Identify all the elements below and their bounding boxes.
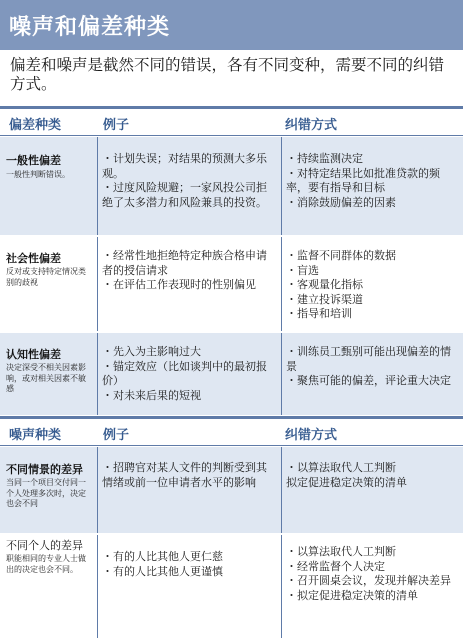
bias-col-fix: 纠错方式 xyxy=(285,118,338,133)
row-desc: 反对或支持特定情况类别的歧视 xyxy=(6,267,86,287)
noise-col-type: 噪声种类 xyxy=(9,428,62,443)
list-item: ・训练员工甄别可能出现偏差的情景 xyxy=(286,345,451,373)
list-item: 拟定促进稳定决策的清单 xyxy=(286,475,407,489)
row-desc: 决定深受不相关因素影响，或对相关因素不敏感 xyxy=(6,363,86,393)
row-desc: 当同一个项目交付同一个人处理多次时，决定也会不同 xyxy=(6,478,86,508)
noise-col-example: 例子 xyxy=(103,428,130,443)
row-desc: 一般性判断错误。 xyxy=(6,170,70,179)
subtitle: 偏差和噪声是截然不同的错误，各有不同变种，需要不同的纠错方式。 xyxy=(10,56,445,93)
example-cell xyxy=(97,447,279,533)
fix-cell xyxy=(281,237,463,331)
type-cell xyxy=(0,237,95,331)
row-title: 不同个人的差异 xyxy=(6,539,83,552)
fix-cell xyxy=(281,535,463,638)
row-desc: 职能相同的专业人士做出的决定也会不同。 xyxy=(6,554,86,574)
list-item: ・先入为主影响过大 xyxy=(102,345,201,358)
row-title: 认知性偏差 xyxy=(6,348,61,361)
example-cell xyxy=(97,535,279,638)
bias-col-type: 偏差种类 xyxy=(9,118,62,133)
list-item: ・以算法取代人工判断 xyxy=(286,461,396,474)
list-item: ・对特定结果比如批准贷款的频率，要有指导和目标 xyxy=(286,166,440,194)
list-item: ・盲选 xyxy=(286,263,319,277)
table-row xyxy=(0,333,463,415)
type-cell xyxy=(0,137,95,235)
list-item: ・在评估工作表现时的性别偏见 xyxy=(102,278,256,291)
list-item: ・对未来后果的短视 xyxy=(102,388,201,402)
type-cell xyxy=(0,333,95,415)
bias-table-header xyxy=(0,109,463,135)
noise-table-header xyxy=(0,419,463,445)
row-title: 社会性偏差 xyxy=(6,252,61,265)
list-item: ・客观量化指标 xyxy=(286,278,363,291)
list-item: ・消除鼓励偏差的因素 xyxy=(286,195,396,209)
row-title: 一般性偏差 xyxy=(6,154,61,167)
list-item: ・经常监督个人决定 xyxy=(286,559,385,573)
list-item: ・召开圆桌会议，发现并解决差异 xyxy=(286,574,451,587)
list-item: ・建立投诉渠道 xyxy=(286,292,363,306)
list-item: ・有的人比其他人更谨慎 xyxy=(102,564,223,578)
list-item: ・监督不同群体的数据 xyxy=(286,249,396,262)
list-item: ・拟定促进稳定决策的清单 xyxy=(286,588,418,602)
example-cell xyxy=(97,137,279,235)
fix-cell xyxy=(281,447,463,533)
table-row xyxy=(0,237,463,331)
table-row xyxy=(0,535,463,638)
bias-col-example: 例子 xyxy=(103,118,130,133)
fix-cell xyxy=(281,137,463,235)
noise-col-fix: 纠错方式 xyxy=(285,428,338,443)
example-cell xyxy=(97,333,279,415)
table-row xyxy=(0,447,463,533)
list-item: ・计划失误；对结果的预测大多乐观。 xyxy=(102,152,267,180)
list-item: ・经常性地拒绝特定种族合格申请者的授信请求 xyxy=(102,249,267,277)
list-item: ・聚焦可能的偏差，评论重大决定 xyxy=(286,374,451,387)
list-item: ・锚定效应（比如谈判中的最初报价） xyxy=(102,359,267,387)
example-cell xyxy=(97,237,279,331)
list-item: ・指导和培训 xyxy=(286,307,352,320)
row-title: 不同情景的差异 xyxy=(6,463,83,476)
type-cell xyxy=(0,535,95,638)
header-underline xyxy=(0,445,463,446)
list-item: ・有的人比其他人更仁慈 xyxy=(102,550,223,563)
page-title: 噪声和偏差种类 xyxy=(9,15,171,40)
list-item: ・持续监测决定 xyxy=(286,152,363,165)
table-row xyxy=(0,137,463,235)
type-cell xyxy=(0,447,95,533)
list-item: ・以算法取代人工判断 xyxy=(286,545,396,558)
fix-cell xyxy=(281,333,463,415)
list-item: ・过度风险规避；一家风投公司拒绝了太多潜力和风险兼具的投资。 xyxy=(102,181,267,209)
title-banner xyxy=(0,0,463,50)
list-item: ・招聘官对某人文件的判断受到其情绪或前一位申请者水平的影响 xyxy=(102,461,267,489)
header-underline xyxy=(0,135,463,136)
